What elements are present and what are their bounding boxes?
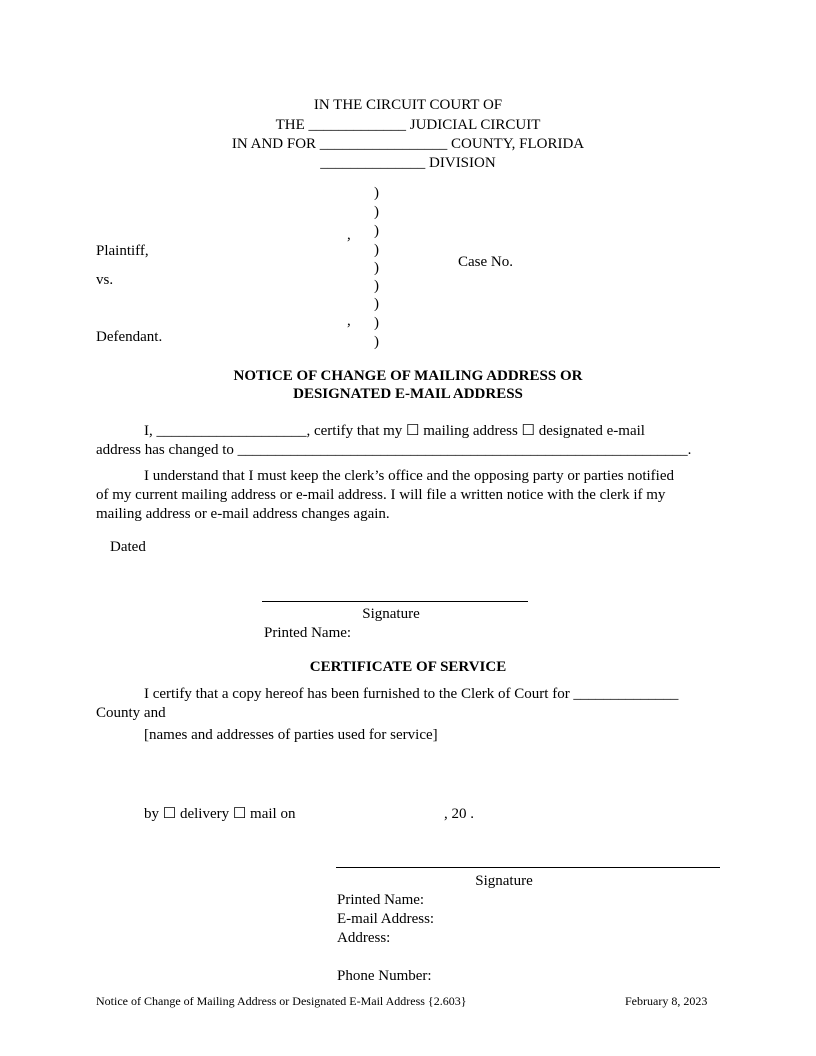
service-year-text: , 20 .	[444, 806, 474, 822]
plaintiff-label: Plaintiff,	[96, 243, 149, 259]
defendant-label: Defendant.	[96, 329, 163, 345]
email-address-label: E-mail Address:	[337, 911, 435, 927]
address-label: Address:	[337, 930, 391, 946]
caption-paren: )	[374, 223, 379, 239]
certify-change-line-1: I, ____________________, certify that my ☐ mailing address ☐ designated e-mail	[144, 423, 645, 439]
defendant-name-comma: ,	[347, 313, 351, 329]
signature-line	[262, 601, 528, 602]
plaintiff-name-comma: ,	[347, 227, 351, 243]
caption-paren: )	[374, 204, 379, 220]
understanding-line-3: mailing address or e-mail address changes again.	[96, 506, 390, 522]
caption-paren: )	[374, 296, 379, 312]
printed-name-label: Printed Name:	[337, 892, 425, 908]
caption-paren: )	[374, 334, 379, 350]
caption-paren: )	[374, 315, 379, 331]
certificate-line-2: County and	[96, 705, 166, 721]
case-number-label: Case No.	[458, 254, 513, 270]
footer-form-title: Notice of Change of Mailing Address or Designated E-Mail Address {2.603}	[96, 994, 467, 1008]
caption-paren: )	[374, 185, 379, 201]
signature-label: Signature	[475, 873, 533, 889]
notice-title-line-2: DESIGNATED E-MAIL ADDRESS	[293, 386, 523, 402]
certificate-line-1: I certify that a copy hereof has been furnished to the Clerk of Court for ______________	[144, 686, 679, 702]
caption-paren: )	[374, 278, 379, 294]
understanding-line-2: of my current mailing address or e-mail address. I will file a written notice with the clerk if my	[96, 487, 666, 503]
court-header-line-2: THE _____________ JUDICIAL CIRCUIT	[275, 117, 541, 133]
caption-paren: )	[374, 260, 379, 276]
caption-paren: )	[374, 242, 379, 258]
certificate-heading: CERTIFICATE OF SERVICE	[309, 659, 507, 675]
court-header-line-1: IN THE CIRCUIT COURT OF	[313, 97, 503, 113]
printed-name-label: Printed Name:	[264, 625, 352, 641]
notice-title-line-1: NOTICE OF CHANGE OF MAILING ADDRESS OR	[233, 368, 583, 384]
court-header-line-4: ______________ DIVISION	[320, 155, 496, 171]
understanding-line-1: I understand that I must keep the clerk’s office and the opposing party or parties notified	[144, 468, 674, 484]
dated-label: Dated	[110, 539, 146, 555]
vs-label: vs.	[96, 272, 114, 288]
court-header-line-3: IN AND FOR _________________ COUNTY, FLORIDA	[231, 136, 585, 152]
signature-label: Signature	[362, 606, 420, 622]
phone-number-label: Phone Number:	[337, 968, 432, 984]
footer-date: February 8, 2023	[625, 994, 708, 1008]
parties-placeholder: [names and addresses of parties used for service]	[144, 727, 438, 743]
service-method-line: by ☐ delivery ☐ mail on	[144, 806, 296, 822]
certify-change-line-2: address has changed to ____________________________________________________________.	[96, 442, 692, 458]
signature-line	[336, 867, 720, 868]
